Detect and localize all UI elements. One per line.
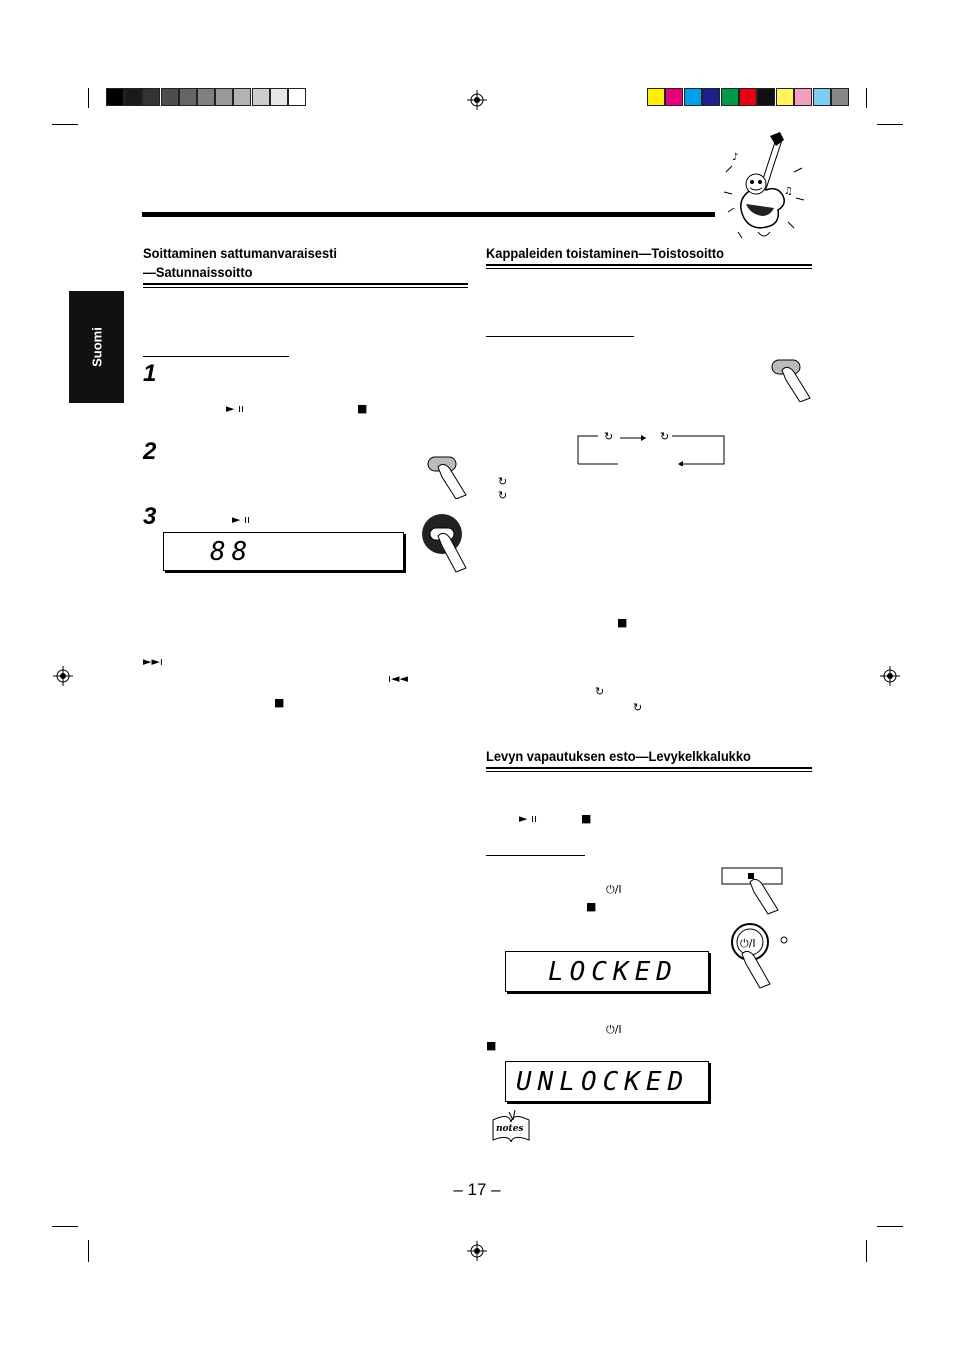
notes-icon — [489, 1110, 533, 1144]
stop-icon: ■ — [586, 900, 597, 913]
random-display-panel — [163, 532, 404, 571]
tray-lock-heading: Levyn vapautuksen esto—Levykelkkalukko — [486, 748, 751, 764]
unlocked-display-readout: UNLOCKED — [516, 1067, 690, 1097]
registration-mark-icon — [880, 666, 900, 686]
step-number: 1 — [143, 360, 157, 387]
heading-underline — [486, 264, 812, 269]
crop-mark — [52, 124, 78, 125]
crop-mark — [877, 124, 903, 125]
stop-icon: ■ — [581, 812, 592, 825]
stop-icon: ■ — [357, 402, 368, 415]
repeat-all-icon: ↻ — [498, 475, 508, 488]
subheading-underline — [486, 855, 585, 856]
stop-icon: ■ — [274, 696, 285, 709]
repeat-all-icon: ↻ — [595, 685, 605, 698]
random-play-heading-line2: —Satunnaissoitto — [143, 264, 253, 280]
svg-text:♪: ♪ — [732, 152, 739, 163]
stop-button-finger-icon — [720, 866, 790, 918]
power-icon: ⏻/I — [606, 1023, 622, 1036]
color-swatch — [794, 88, 812, 106]
svg-text:⏻/I: ⏻/I — [740, 937, 756, 950]
grayscale-swatch — [179, 88, 197, 106]
crop-mark — [88, 88, 89, 108]
header-rule — [142, 212, 715, 217]
locked-display-readout: LOCKED — [548, 957, 678, 987]
registration-mark-icon — [467, 90, 487, 110]
play-button-finger-icon — [420, 512, 472, 574]
subheading-underline — [486, 336, 634, 337]
crop-mark — [866, 88, 867, 108]
color-swatch — [702, 88, 720, 106]
grayscale-swatch — [233, 88, 251, 106]
crop-mark — [866, 1240, 867, 1262]
grayscale-swatch — [197, 88, 215, 106]
repeat-all-icon: ↻ — [604, 430, 614, 443]
stop-icon: ■ — [486, 1039, 497, 1052]
random-display-readout: 88 — [210, 537, 254, 567]
power-button-finger-icon — [724, 920, 794, 992]
grayscale-swatch — [124, 88, 142, 106]
registration-mark-icon — [53, 666, 73, 686]
grayscale-swatch — [215, 88, 233, 106]
crop-mark — [88, 1240, 89, 1262]
grayscale-swatch — [288, 88, 306, 106]
play-pause-icon: ► ıı — [519, 812, 538, 825]
locked-display-panel — [505, 951, 709, 992]
grayscale-swatch — [142, 88, 160, 106]
repeat-one-icon: ↻ — [498, 489, 508, 502]
repeat-play-heading: Kappaleiden toistaminen—Toistosoitto — [486, 245, 725, 261]
unlocked-display-panel — [505, 1061, 709, 1102]
repeat-one-icon: ↻ — [660, 430, 670, 443]
registration-mark-icon — [467, 1241, 487, 1261]
play-pause-icon: ► ıı — [232, 513, 251, 526]
repeat-mode-cycle-diagram — [574, 430, 728, 466]
svg-text:♫: ♫ — [784, 186, 793, 197]
power-icon: ⏻/I — [606, 883, 622, 896]
color-swatch — [739, 88, 757, 106]
color-swatch — [831, 88, 849, 106]
subheading-underline — [143, 356, 289, 357]
crop-mark — [877, 1226, 903, 1227]
color-swatch — [684, 88, 702, 106]
repeat-button-finger-icon — [768, 356, 814, 402]
play-pause-icon: ► ıı — [226, 402, 245, 415]
grayscale-swatch — [252, 88, 270, 106]
color-swatch — [776, 88, 794, 106]
page-number: – 17 – — [453, 1180, 501, 1199]
guitar-character-illustration — [718, 132, 808, 240]
notes-label: notes — [496, 1124, 524, 1134]
repeat-one-icon: ↻ — [633, 701, 643, 714]
language-tab — [69, 291, 124, 403]
color-swatch — [647, 88, 665, 106]
skip-previous-icon: ı◄◄ — [388, 672, 408, 685]
stop-icon: ■ — [617, 616, 628, 629]
color-swatch — [757, 88, 775, 106]
grayscale-swatch — [270, 88, 288, 106]
step-number: 2 — [143, 438, 157, 465]
language-tab-label: Suomi — [89, 327, 104, 367]
button-press-finger-icon — [424, 453, 470, 499]
crop-mark — [52, 1226, 78, 1227]
heading-underline — [143, 283, 468, 288]
grayscale-swatch — [106, 88, 124, 106]
color-swatch — [813, 88, 831, 106]
random-play-heading-line1: Soittaminen sattumanvaraisesti — [143, 245, 337, 261]
grayscale-swatch — [161, 88, 179, 106]
step-number: 3 — [143, 503, 157, 530]
heading-underline — [486, 767, 812, 772]
skip-next-icon: ►►ı — [143, 655, 163, 668]
color-swatch — [665, 88, 683, 106]
color-swatch — [721, 88, 739, 106]
